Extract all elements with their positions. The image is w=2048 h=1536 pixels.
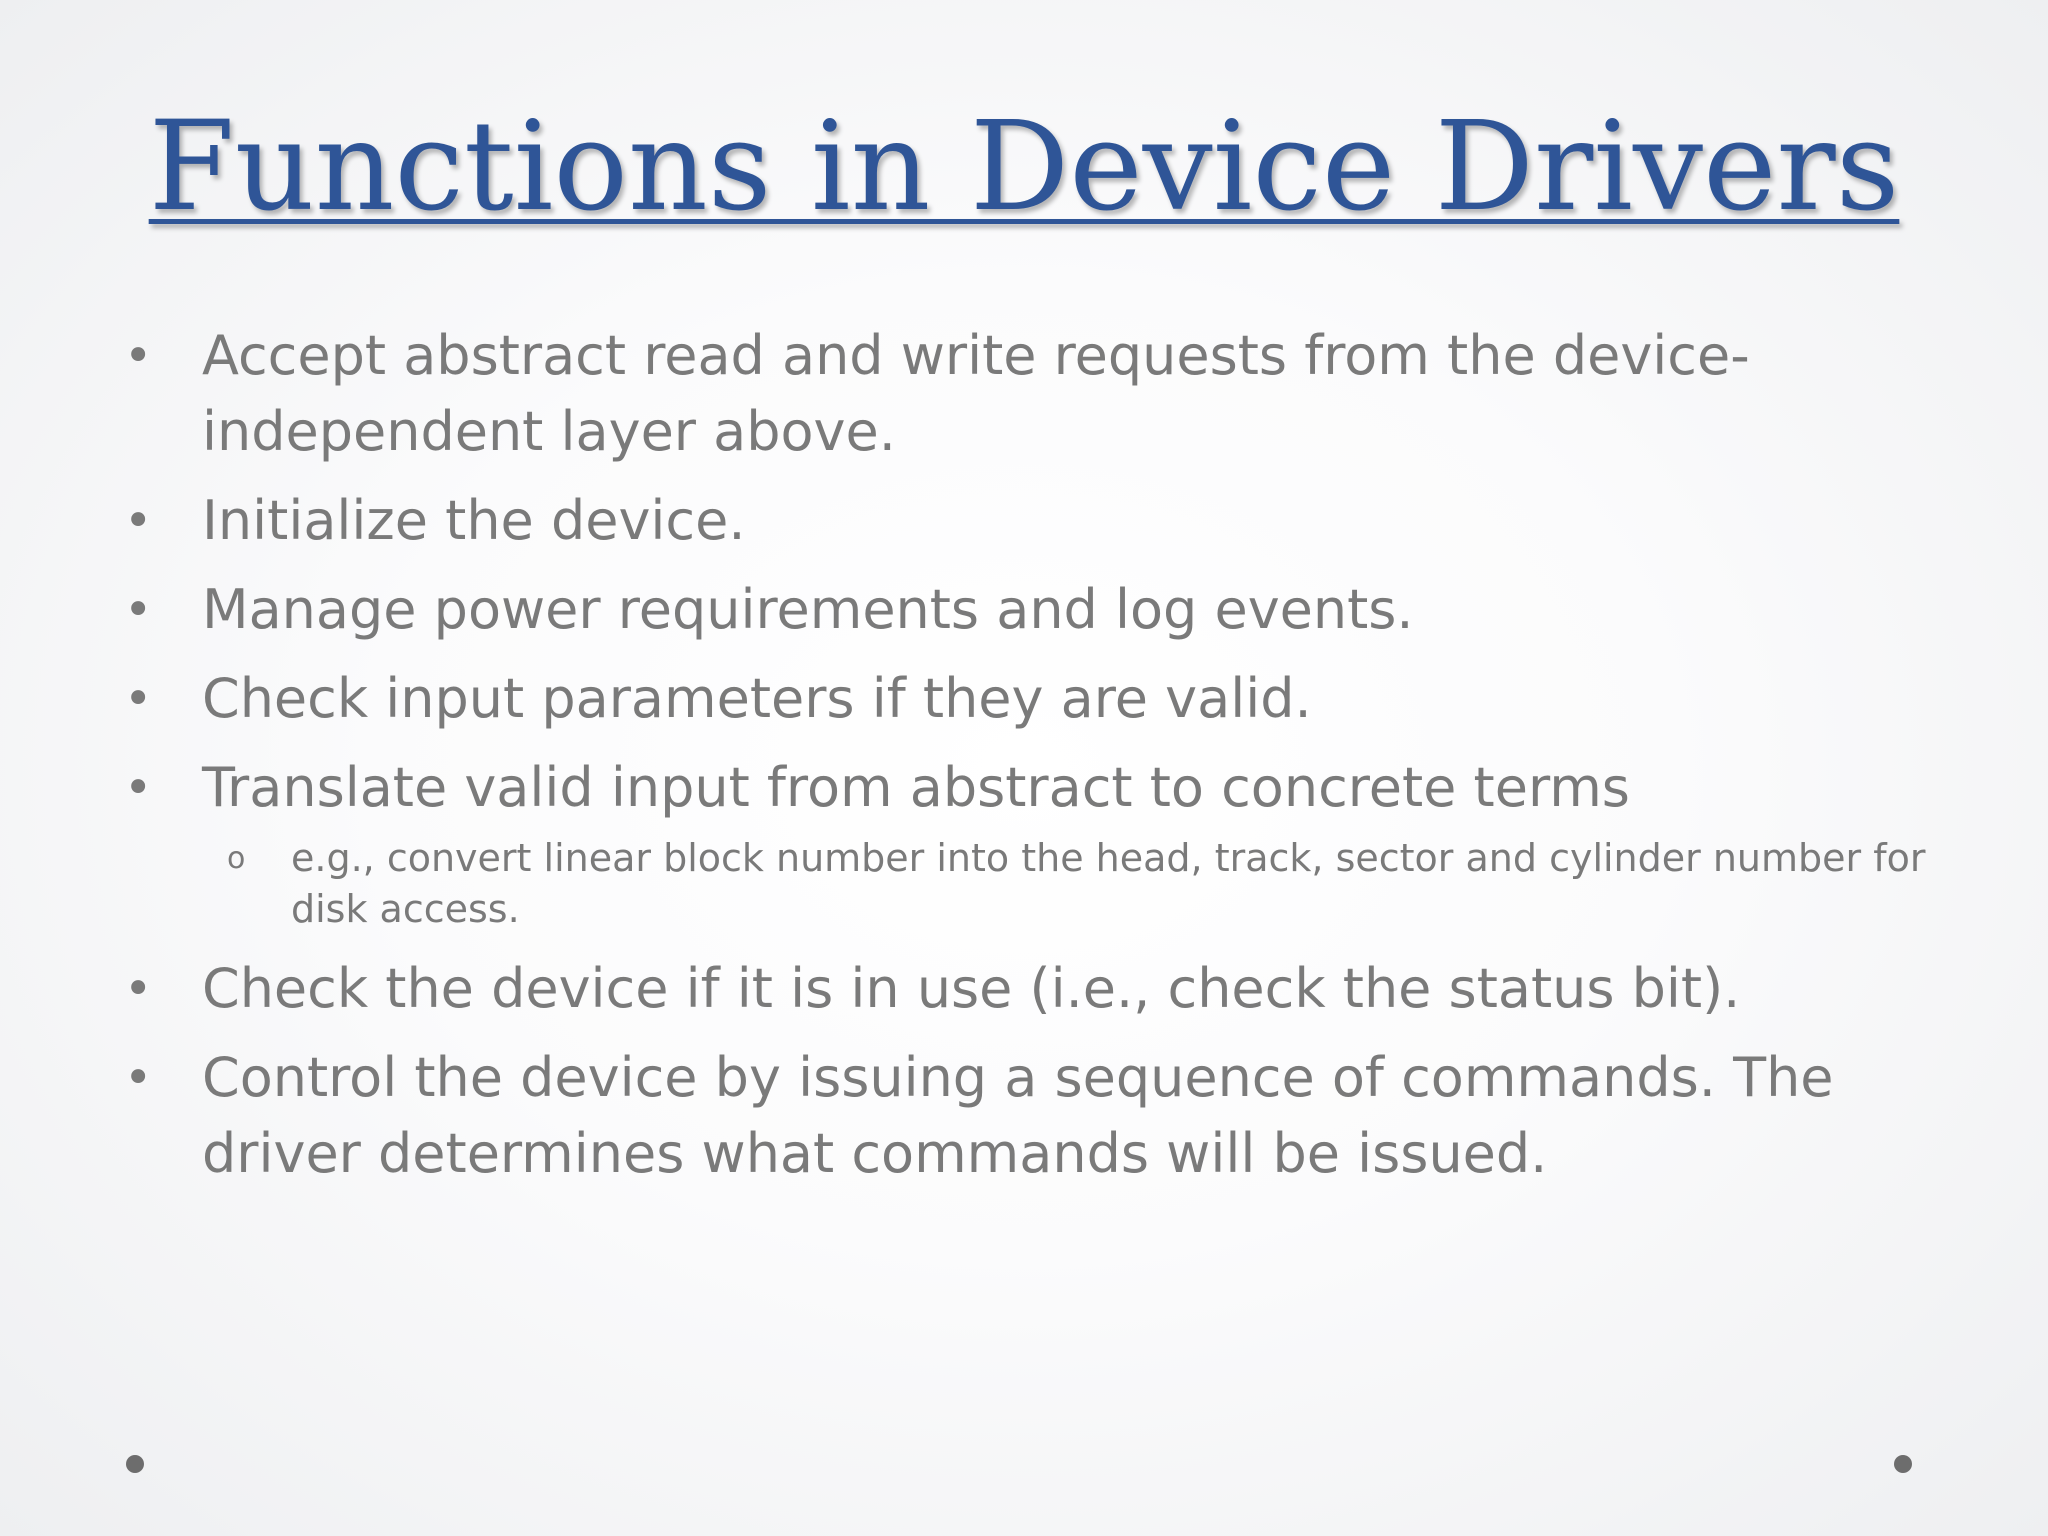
bullet-item-7 [120,1040,1960,1192]
bullet-text-6: Check the device if it is in use (i.e., check the status bit). [202,957,1741,1020]
bullet-icon: • [124,328,153,384]
bullet-icon: • [124,582,153,638]
bullet-item-2 [120,483,1960,559]
bullet-icon: • [124,671,153,727]
bullet-text-4: Check input parameters if they are valid. [202,667,1312,730]
bullet-list [120,318,1960,1205]
bullet-text-3: Manage power requirements and log events. [202,578,1414,641]
bullet-item-5 [120,750,1960,826]
bullet-item-4 [120,661,1960,737]
bullet-item-6 [120,951,1960,1027]
bullet-icon: • [124,961,153,1017]
bullet-text-7: Control the device by issuing a sequence of commands. The driver determines what commands will be issued. [202,1046,1834,1185]
bullet-icon: • [124,493,153,549]
subbullet-icon: o [227,841,246,876]
slide-title [0,92,2048,242]
subbullet-item-1 [120,833,1960,935]
subbullet-text-1: e.g., convert linear block number into the head, track, sector and cylinder number for disk access. [291,836,1926,931]
bullet-item-3 [120,572,1960,648]
bullet-icon: • [124,760,153,816]
bullet-item-1 [120,318,1960,470]
bullet-icon: • [124,1050,153,1106]
corner-dot-right-icon [1894,1455,1912,1473]
corner-dot-left-icon [126,1455,144,1473]
bullet-text-2: Initialize the device. [202,489,746,552]
slide-title-text: Functions in Device Drivers [148,95,1900,239]
bullet-text-1: Accept abstract read and write requests from the device-independent layer above. [202,324,1750,463]
bullet-text-5: Translate valid input from abstract to concrete terms [202,756,1630,819]
